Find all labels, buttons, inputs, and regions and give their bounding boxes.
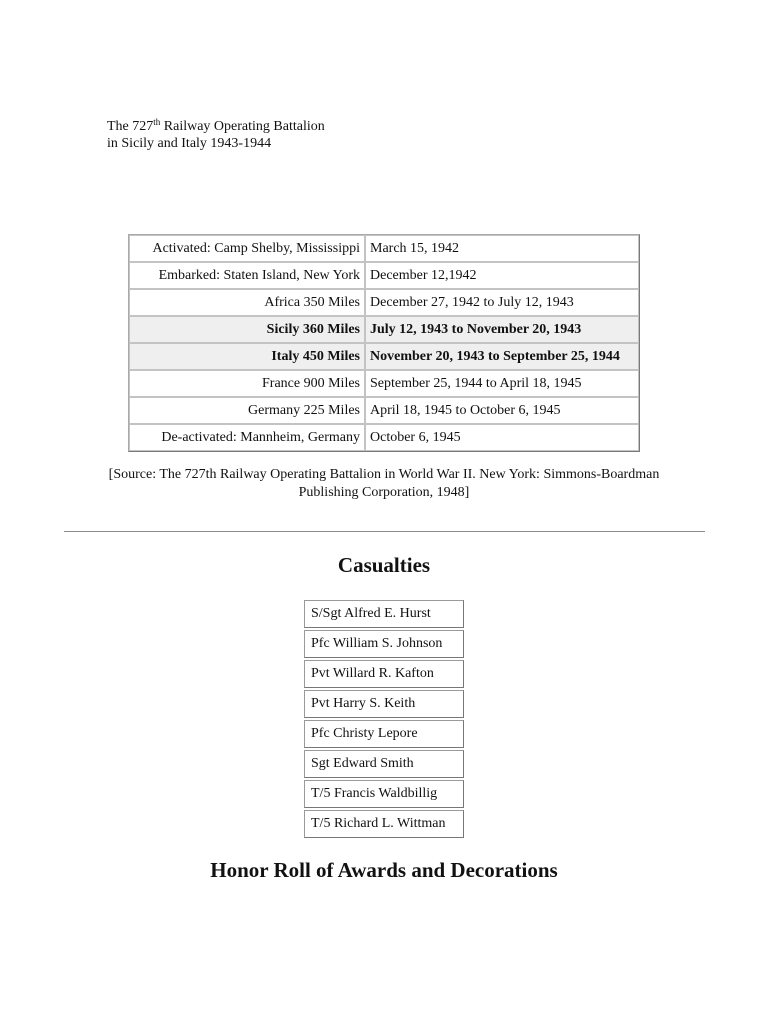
casualty-name-cell: T/5 Richard L. Wittman	[304, 810, 464, 838]
source-citation	[64, 466, 704, 502]
table-row	[129, 397, 639, 424]
service-dates-cell: March 15, 1942	[365, 235, 639, 262]
title-line-2: in Sicily and Italy 1943-1944	[107, 136, 272, 151]
table-row	[129, 235, 639, 262]
service-place-cell: Activated: Camp Shelby, Mississippi	[129, 235, 365, 262]
source-line-2: Publishing Corporation, 1948]	[298, 485, 470, 500]
title-line-1	[107, 118, 325, 135]
casualty-name-cell: Pvt Willard R. Kafton	[304, 660, 464, 688]
title-unit-name: Railway Operating Battalion	[160, 119, 325, 134]
service-dates-cell: April 18, 1945 to October 6, 1945	[365, 397, 639, 424]
casualty-name-cell: Sgt Edward Smith	[304, 750, 464, 778]
table-row	[304, 690, 464, 718]
table-row	[304, 750, 464, 778]
casualty-name-cell: Pvt Harry S. Keith	[304, 690, 464, 718]
service-record-table	[128, 234, 640, 452]
document-title	[107, 118, 325, 152]
table-row	[304, 810, 464, 838]
casualty-name-cell: Pfc Christy Lepore	[304, 720, 464, 748]
casualties-table	[304, 598, 464, 840]
service-dates-cell: December 27, 1942 to July 12, 1943	[365, 289, 639, 316]
service-place-cell: Germany 225 Miles	[129, 397, 365, 424]
casualty-name-cell: S/Sgt Alfred E. Hurst	[304, 600, 464, 628]
honor-roll-heading: Honor Roll of Awards and Decorations	[210, 858, 558, 882]
table-row-highlighted	[129, 316, 639, 343]
table-row	[304, 630, 464, 658]
table-row	[304, 660, 464, 688]
service-place-cell: De-activated: Mannheim, Germany	[129, 424, 365, 451]
service-place-cell: France 900 Miles	[129, 370, 365, 397]
casualty-name-cell: Pfc William S. Johnson	[304, 630, 464, 658]
service-dates-cell: September 25, 1944 to April 18, 1945	[365, 370, 639, 397]
horizontal-divider	[64, 531, 705, 532]
casualty-name-cell: T/5 Francis Waldbillig	[304, 780, 464, 808]
table-row	[304, 600, 464, 628]
table-row	[129, 370, 639, 397]
table-row	[129, 289, 639, 316]
service-place-cell: Italy 450 Miles	[129, 343, 365, 370]
title-ordinal-suffix: th	[153, 117, 161, 127]
table-row	[129, 424, 639, 451]
casualties-heading: Casualties	[337, 553, 431, 577]
service-place-cell: Africa 350 Miles	[129, 289, 365, 316]
service-dates-cell: December 12,1942	[365, 262, 639, 289]
service-dates-cell: July 12, 1943 to November 20, 1943	[365, 316, 639, 343]
title-number: The 727	[107, 119, 154, 134]
table-row-highlighted	[129, 343, 639, 370]
service-place-cell: Sicily 360 Miles	[129, 316, 365, 343]
source-line-1: [Source: The 727th Railway Operating Battalion in World War II. New York: Simmons-Boardman	[108, 467, 660, 482]
table-row	[129, 262, 639, 289]
table-row	[304, 780, 464, 808]
service-dates-cell: November 20, 1943 to September 25, 1944	[365, 343, 639, 370]
table-row	[304, 720, 464, 748]
service-place-cell: Embarked: Staten Island, New York	[129, 262, 365, 289]
service-dates-cell: October 6, 1945	[365, 424, 639, 451]
